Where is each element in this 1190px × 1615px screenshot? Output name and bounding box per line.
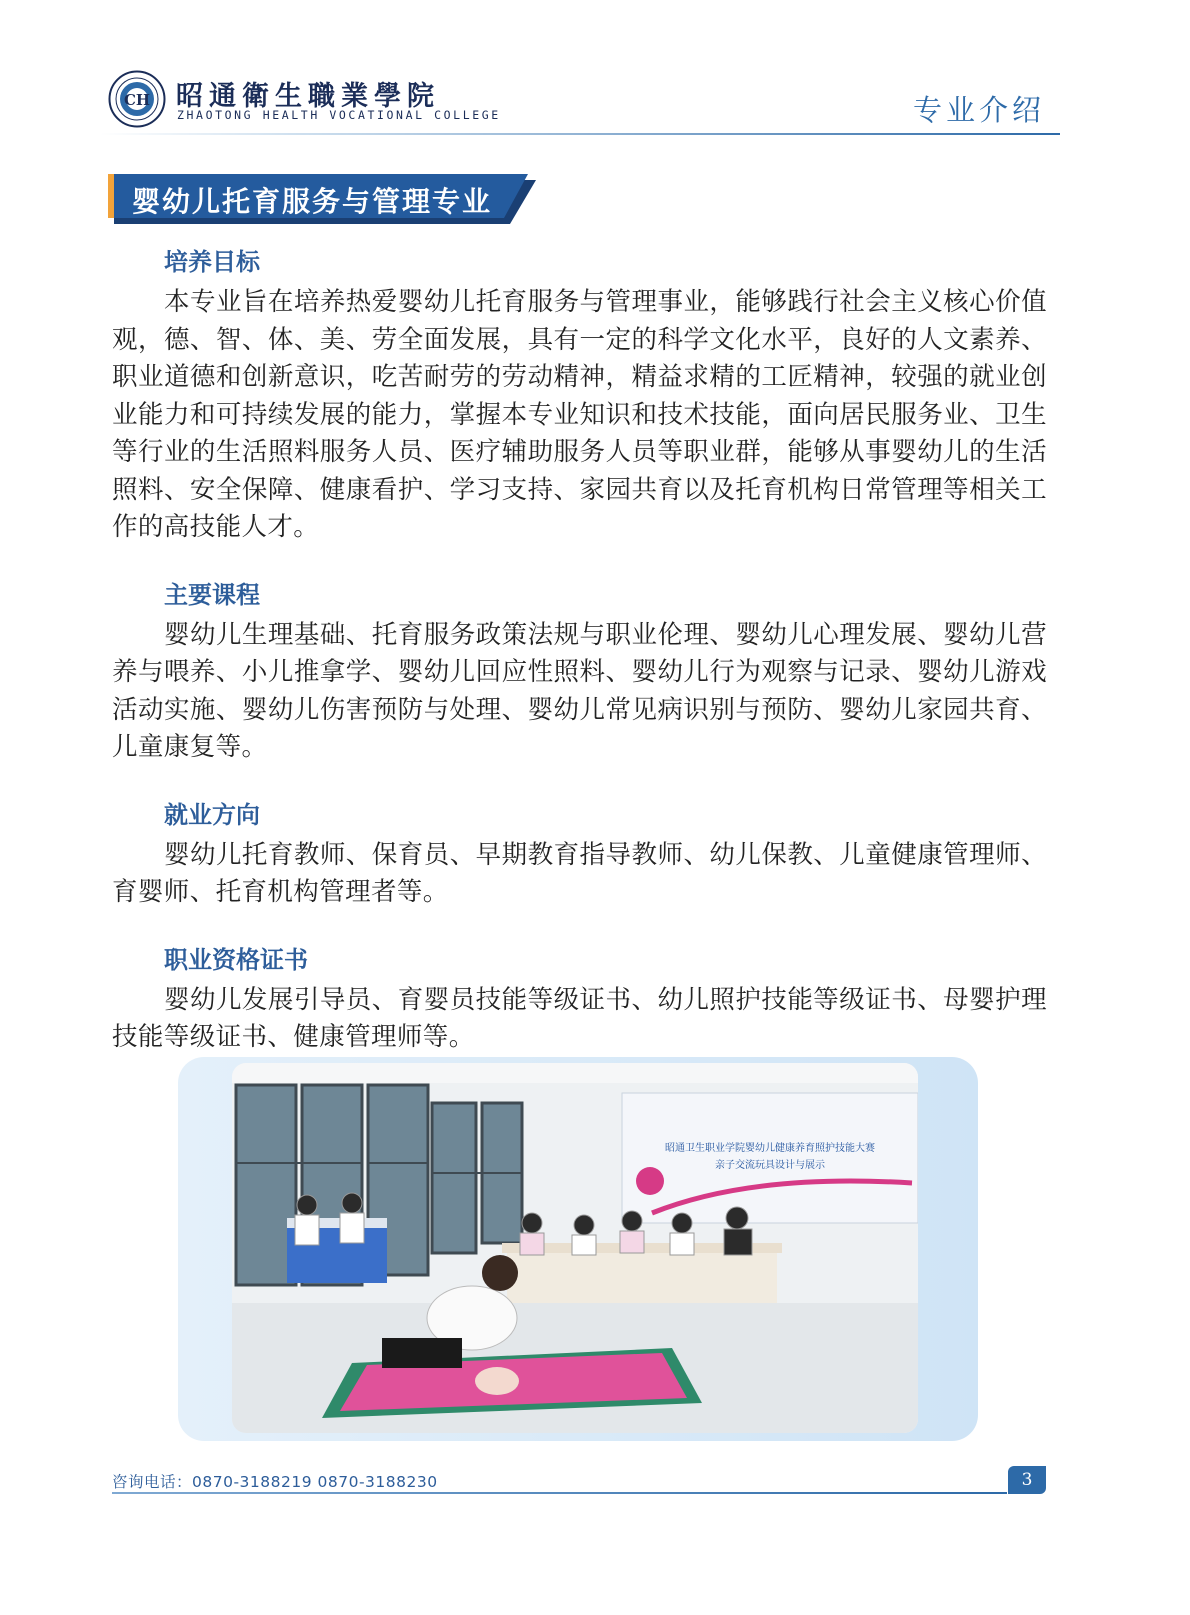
footer-phone: [112, 1470, 438, 1492]
svg-text:CH: CH: [123, 91, 151, 109]
major-title: 婴幼儿托育服务与管理专业: [132, 185, 493, 218]
section-heading: 就业方向: [164, 800, 260, 829]
photo-banner-line1: 昭通卫生职业学院婴幼儿健康养育照护技能大赛: [665, 1143, 875, 1154]
major-title-banner: [108, 174, 536, 224]
section-body: 婴幼儿发展引导员、育婴员技能等级证书、幼儿照护技能等级证书、母婴护理技能等级证书、健康管理师等。: [112, 984, 1047, 1052]
footer-divider: [112, 1492, 1007, 1494]
header-divider: [100, 133, 1060, 135]
section-heading: 职业资格证书: [164, 945, 308, 974]
section-careers: [112, 797, 1047, 912]
content-area: [112, 244, 1047, 1087]
competition-photo: [232, 1063, 918, 1433]
section-heading: 主要课程: [164, 580, 260, 609]
college-name-cn: 昭通衛生職業學院: [176, 81, 440, 112]
phone-numbers: 0870-3188219 0870-3188230: [192, 1473, 438, 1491]
section-heading: 培养目标: [164, 248, 260, 276]
photo-banner-line2: 亲子交流玩具设计与展示: [715, 1160, 825, 1171]
college-logo-icon: [108, 70, 166, 128]
page-number: 3: [1008, 1466, 1046, 1494]
phone-label: 咨询电话：: [112, 1473, 193, 1491]
section-body: 本专业旨在培养热爱婴幼儿托育服务与管理事业，能够践行社会主义核心价值观，德、智、体、美、劳全面发展，具有一定的科学文化水平，良好的人文素养、职业道德和创新意识，吃苦耐劳的劳动精神，精益求精的工匠精神，较强的就业创业能力和可持续发展的能力，掌握本专业知识和技术技能，面向居民服务业、卫生等行业的生活照料服务人员、医疗辅助服务人员等职业群，能够从事婴幼儿的生活照料、安全保障、健康看护、学习支持、家园共育以及托育机构日常管理等相关工作的高技能人才。: [112, 287, 1047, 542]
section-goals: [112, 244, 1047, 547]
section-certificates: [112, 942, 1047, 1057]
section-body: 婴幼儿生理基础、托育服务政策法规与职业伦理、婴幼儿心理发展、婴幼儿营养与喂养、小儿推拿学、婴幼儿回应性照料、婴幼儿行为观察与记录、婴幼儿游戏活动实施、婴幼儿伤害预防与处理、婴幼儿常见病识别与预防、婴幼儿家园共育、儿童康复等。: [112, 619, 1047, 762]
college-name-en: ZHAOTONG HEALTH VOCATIONAL COLLEGE: [177, 108, 501, 122]
section-label: 专业介绍: [912, 93, 1045, 127]
section-body: 婴幼儿托育教师、保育员、早期教育指导教师、幼儿保教、儿童健康管理师、育婴师、托育机构管理者等。: [112, 839, 1047, 907]
section-courses: [112, 577, 1047, 767]
